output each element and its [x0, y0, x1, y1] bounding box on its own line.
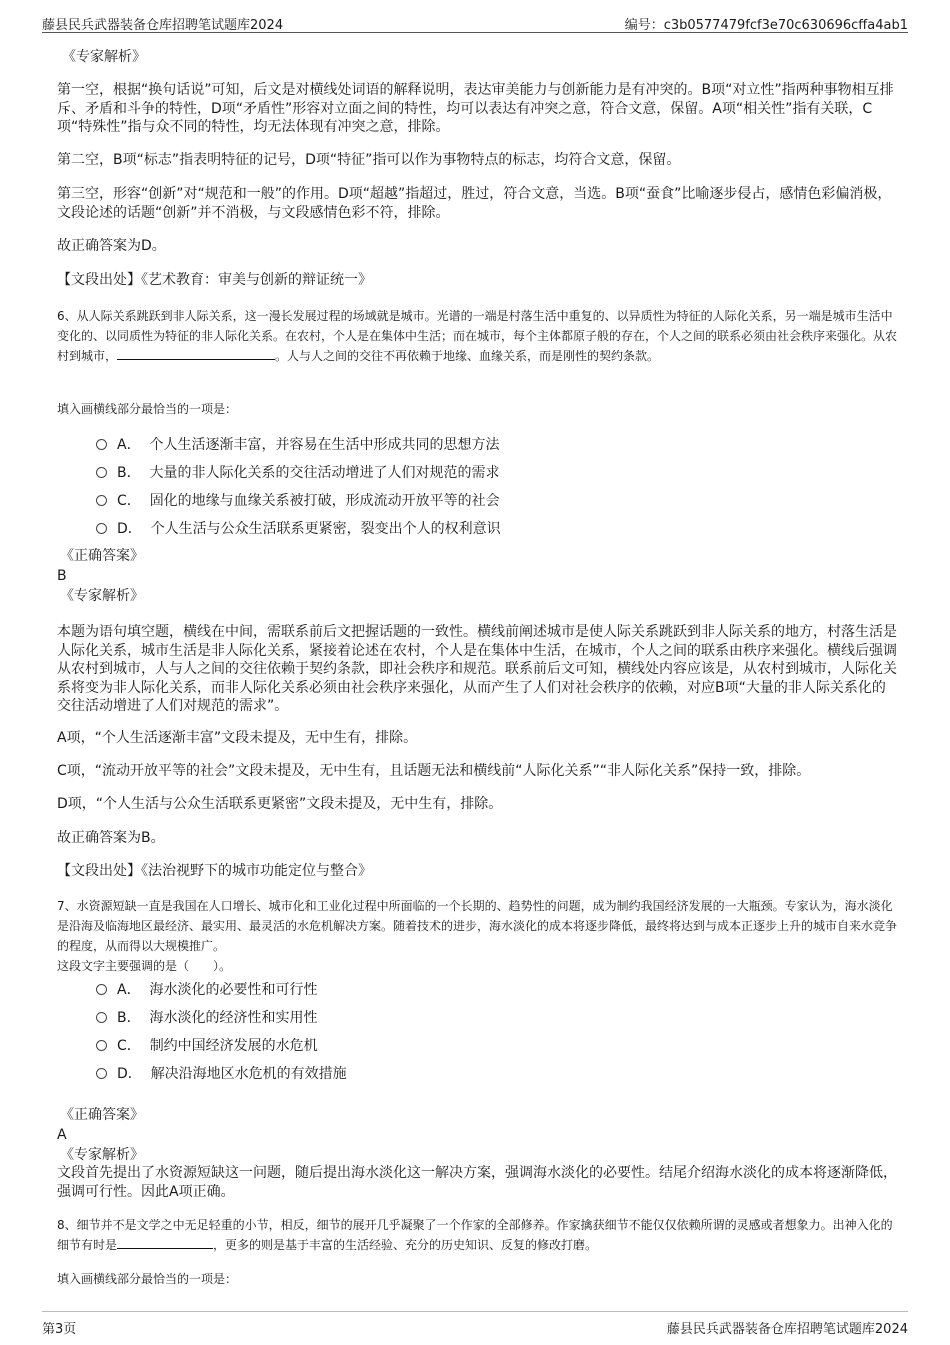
footer-page-number: 第3页 — [42, 1322, 77, 1337]
radio-icon[interactable] — [96, 523, 107, 534]
q6-analysis: 本题为语句填空题，横线在中间，需联系前后文把握话题的一致性。横线前阐述城市是使人际关系跳跃到非人际关系的地方，村落生活是人际化关系，城市生活是非人际化关系，紧接着论述在农村，个人是在集体中生活，在城市，个人之间的联系由秩序来强化。横线后强调从农村到城市，人与人之间的交往依赖于契约条款，即社会秩序和规范。联系前后文可知，横线处内容应该是，从农村到城市，人际化关系将变为非人际化关系，而非人际化关系必须由社会秩序来强化，从而产生了人们对社会秩序的依赖，对应B项“大量的非人际关系化的交往活动增进了人们对规范的需求”。 — [57, 624, 897, 714]
q7-question: 这段文字主要强调的是（ ）。 — [57, 959, 232, 973]
q6-option-b[interactable]: B． 大量的非人际化关系的交往活动增进了人们对规范的需求 — [96, 462, 500, 482]
q8-stem-before: 8、细节并不是文学之中无足轻重的小节，相反，细节的展开几乎凝聚了一个作家的全部修养。作家擒获细节不能仅仅依赖所谓的灵感或者想象力。出神入化的细节有时是 — [57, 1218, 893, 1252]
q6-expert-label: 《专家解析》 — [60, 588, 144, 604]
footer-title: 藤县民兵武器装备仓库招聘笔试题库2024 — [666, 1322, 908, 1337]
q8-stem-after: ，更多的则是基于丰富的生活经验、充分的历史知识、反复的修改打磨。 — [213, 1238, 598, 1252]
q6-stem — [57, 306, 897, 366]
q7-option-a[interactable]: A． 海水淡化的必要性和可行性 — [96, 979, 317, 999]
q5-analysis-para2: 第二空，B项“标志”指表明特征的记号，D项“特征”指可以作为事物特点的标志，均符合文意，保留。 — [57, 152, 681, 168]
q6-option-a[interactable]: A． 个人生活逐渐丰富，并容易在生活中形成共同的思想方法 — [96, 434, 499, 454]
q7-answer: A — [57, 1127, 67, 1143]
radio-icon[interactable] — [96, 1068, 107, 1079]
q6-stem-after: 。人与人之间的交往不再依赖于地缘、血缘关系，而是刚性的契约条款。 — [275, 349, 660, 363]
q6-answer: B — [57, 568, 67, 584]
q5-expert-label: 《专家解析》 — [62, 49, 146, 65]
q6-source: 【文段出处】《法治视野下的城市功能定位与整合》 — [57, 863, 372, 879]
radio-icon[interactable] — [96, 467, 107, 478]
radio-icon[interactable] — [96, 1012, 107, 1023]
q8-prompt: 填入画横线部分最恰当的一项是： — [57, 1272, 238, 1286]
q7-option-b[interactable]: B． 海水淡化的经济性和实用性 — [96, 1007, 318, 1027]
page-footer — [42, 1311, 908, 1338]
q6-note-d: D项，“个人生活与公众生活联系更紧密”文段未提及，无中生有，排除。 — [57, 796, 503, 812]
q6-option-d[interactable]: D． 个人生活与公众生活联系更紧密，裂变出个人的权利意识 — [96, 518, 501, 538]
q7-answer-label: 《正确答案》 — [60, 1107, 144, 1123]
radio-icon[interactable] — [96, 1040, 107, 1051]
q7-option-d[interactable]: D． 解决沿海地区水危机的有效措施 — [96, 1063, 347, 1083]
q6-stem-before: 6、从人际关系跳跃到非人际关系，这一漫长发展过程的场域就是城市。光谱的一端是村落生活中重复的、以异质性为特征的人际化关系，另一端是城市生活中变化的、以同质性为特征的非人际化关系。在农村，个人是在集体中生活；而在城市，每个主体都原子般的存在，个人之间的联系必须由社会秩序来强化。从农村到城市， — [57, 309, 898, 363]
header-doc-id: 编号：c3b0577479fcf3e70c630696cffa4ab1 — [624, 18, 908, 33]
q5-source: 【文段出处】《艺术教育：审美与创新的辩证统一》 — [57, 272, 372, 288]
q6-note-c: C项，“流动开放平等的社会”文段未提及，无中生有，且话题无法和横线前“人际化关系”“非人际化关系”保持一致，排除。 — [57, 763, 811, 779]
q7-analysis: 文段首先提出了水资源短缺这一问题，随后提出海水淡化这一解决方案，强调海水淡化的必要性。结尾介绍海水淡化的成本将逐渐降低，强调可行性。因此A项正确。 — [57, 1165, 897, 1200]
q5-analysis-para1: 第一空，根据“换句话说”可知，后文是对横线处词语的解释说明，表达审美能力与创新能力是有冲突的。B项“对立性”指两种事物相互排斥、矛盾和斗争的特性，D项“矛盾性”形容对立面之间的特性，均可以表达有冲突之意，符合文意，保留。A项“相关性”指有关联，C项“特殊性”指与众不同的特性，均无法体现有冲突之意，排除。 — [57, 82, 894, 135]
q6-conclusion: 故正确答案为B。 — [57, 830, 165, 846]
q6-note-a: A项，“个人生活逐渐丰富”文段未提及，无中生有，排除。 — [57, 730, 418, 746]
q6-answer-blank — [117, 347, 275, 360]
page-header — [42, 12, 908, 33]
q7-stem: 7、水资源短缺一直是我国在人口增长、城市化和工业化过程中所面临的一个长期的、趋势性的问题，成为制约我国经济发展的一大瓶颈。专家认为，海水淡化是沿海及临海地区最经济、最实用、最灵活的水危机解决方案。随着技术的进步，海水淡化的成本将逐步降低，最终将达到与成本正逐步上升的城市自来水竞争的程度，从而得以大规模推广。 — [57, 899, 898, 953]
radio-icon[interactable] — [96, 984, 107, 995]
radio-icon[interactable] — [96, 439, 107, 450]
q8-answer-blank — [117, 1236, 213, 1249]
q5-analysis-para3: 第三空，形容“创新”对“规范和一般”的作用。D项“超越”指超过，胜过，符合文意，当选。B项“蚕食”比喻逐步侵占，感情色彩偏消极，文段论述的话题“创新”并不消极，与文段感情色彩不符，排除。 — [57, 186, 892, 221]
q8-stem — [57, 1215, 897, 1255]
q7-expert-label: 《专家解析》 — [60, 1147, 144, 1163]
q6-prompt: 填入画横线部分最恰当的一项是： — [57, 402, 238, 416]
q6-answer-label: 《正确答案》 — [60, 548, 144, 564]
q6-option-c[interactable]: C． 固化的地缘与血缘关系被打破，形成流动开放平等的社会 — [96, 490, 500, 510]
q5-conclusion: 故正确答案为D。 — [57, 238, 166, 254]
radio-icon[interactable] — [96, 495, 107, 506]
header-title: 藤县民兵武器装备仓库招聘笔试题库2024 — [42, 18, 284, 33]
q7-option-c[interactable]: C． 制约中国经济发展的水危机 — [96, 1035, 318, 1055]
